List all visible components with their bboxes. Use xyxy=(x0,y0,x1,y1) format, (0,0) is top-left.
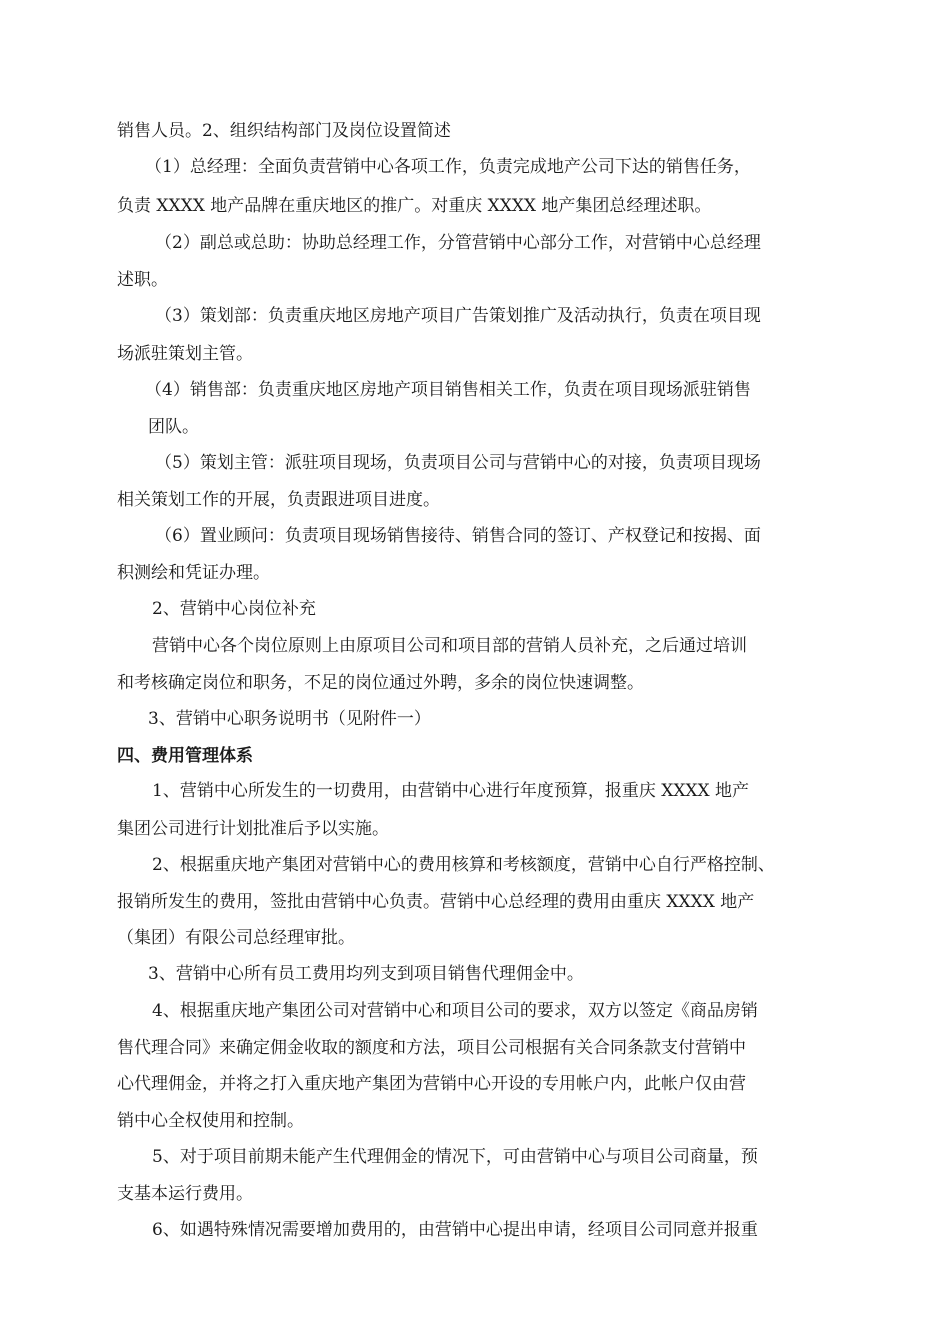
text-line: 积测绘和凭证办理。 xyxy=(117,563,270,583)
text-line: （5）策划主管：派驻项目现场，负责项目公司与营销中心的对接，负责项目现场 xyxy=(155,453,761,473)
text-line: 报销所发生的费用，签批由营销中心负责。营销中心总经理的费用由重庆 XXXX 地产 xyxy=(117,892,755,912)
text-line: 销中心全权使用和控制。 xyxy=(117,1111,304,1131)
text-line: 6、如遇特殊情况需要增加费用的，由营销中心提出申请，经项目公司同意并报重 xyxy=(152,1220,758,1240)
text-line: 2、根据重庆地产集团对营销中心的费用核算和考核额度，营销中心自行严格控制、 xyxy=(152,855,775,875)
text-line: 2、营销中心岗位补充 xyxy=(152,599,316,619)
text-line: 相关策划工作的开展，负责跟进项目进度。 xyxy=(117,490,440,510)
text-line: （6）置业顾问：负责项目现场销售接待、销售合同的签订、产权登记和按揭、面 xyxy=(155,526,761,546)
text-line: （集团）有限公司总经理审批。 xyxy=(117,928,355,948)
text-line: 团队。 xyxy=(148,417,199,437)
text-line: 集团公司进行计划批准后予以实施。 xyxy=(117,819,389,839)
text-line: 3、营销中心所有员工费用均列支到项目销售代理佣金中。 xyxy=(148,964,584,984)
text-line: 3、营销中心职务说明书（见附件一） xyxy=(148,709,431,729)
text-line: （1）总经理：全面负责营销中心各项工作，负责完成地产公司下达的销售任务， xyxy=(145,157,751,177)
text-line: 负责 XXXX 地产品牌在重庆地区的推广。对重庆 XXXX 地产集团总经理述职。 xyxy=(117,196,712,216)
text-line: 述职。 xyxy=(117,270,168,290)
text-line: 售代理合同》来确定佣金收取的额度和方法，项目公司根据有关合同条款支付营销中 xyxy=(117,1038,746,1058)
text-line: 1、营销中心所发生的一切费用，由营销中心进行年度预算，报重庆 XXXX 地产 xyxy=(152,781,750,801)
text-line: 和考核确定岗位和职务，不足的岗位通过外聘，多余的岗位快速调整。 xyxy=(117,673,644,693)
text-line: 心代理佣金，并将之打入重庆地产集团为营销中心开设的专用帐户内，此帐户仅由营 xyxy=(117,1074,746,1094)
text-line: （3）策划部：负责重庆地区房地产项目广告策划推广及活动执行，负责在项目现 xyxy=(155,306,761,326)
text-line: 场派驻策划主管。 xyxy=(117,344,253,364)
text-line: 4、根据重庆地产集团公司对营销中心和项目公司的要求，双方以签定《商品房销 xyxy=(152,1001,758,1021)
text-line: （2）副总或总助：协助总经理工作，分管营销中心部分工作，对营销中心总经理 xyxy=(155,233,761,253)
section-heading: 四、费用管理体系 xyxy=(117,746,253,766)
text-line: 支基本运行费用。 xyxy=(117,1184,253,1204)
text-line: 销售人员。2、组织结构部门及岗位设置简述 xyxy=(117,121,451,141)
text-line: 营销中心各个岗位原则上由原项目公司和项目部的营销人员补充，之后通过培训 xyxy=(152,636,747,656)
text-line: 5、对于项目前期未能产生代理佣金的情况下，可由营销中心与项目公司商量，预 xyxy=(152,1147,758,1167)
text-line: （4）销售部：负责重庆地区房地产项目销售相关工作，负责在项目现场派驻销售 xyxy=(145,380,751,400)
